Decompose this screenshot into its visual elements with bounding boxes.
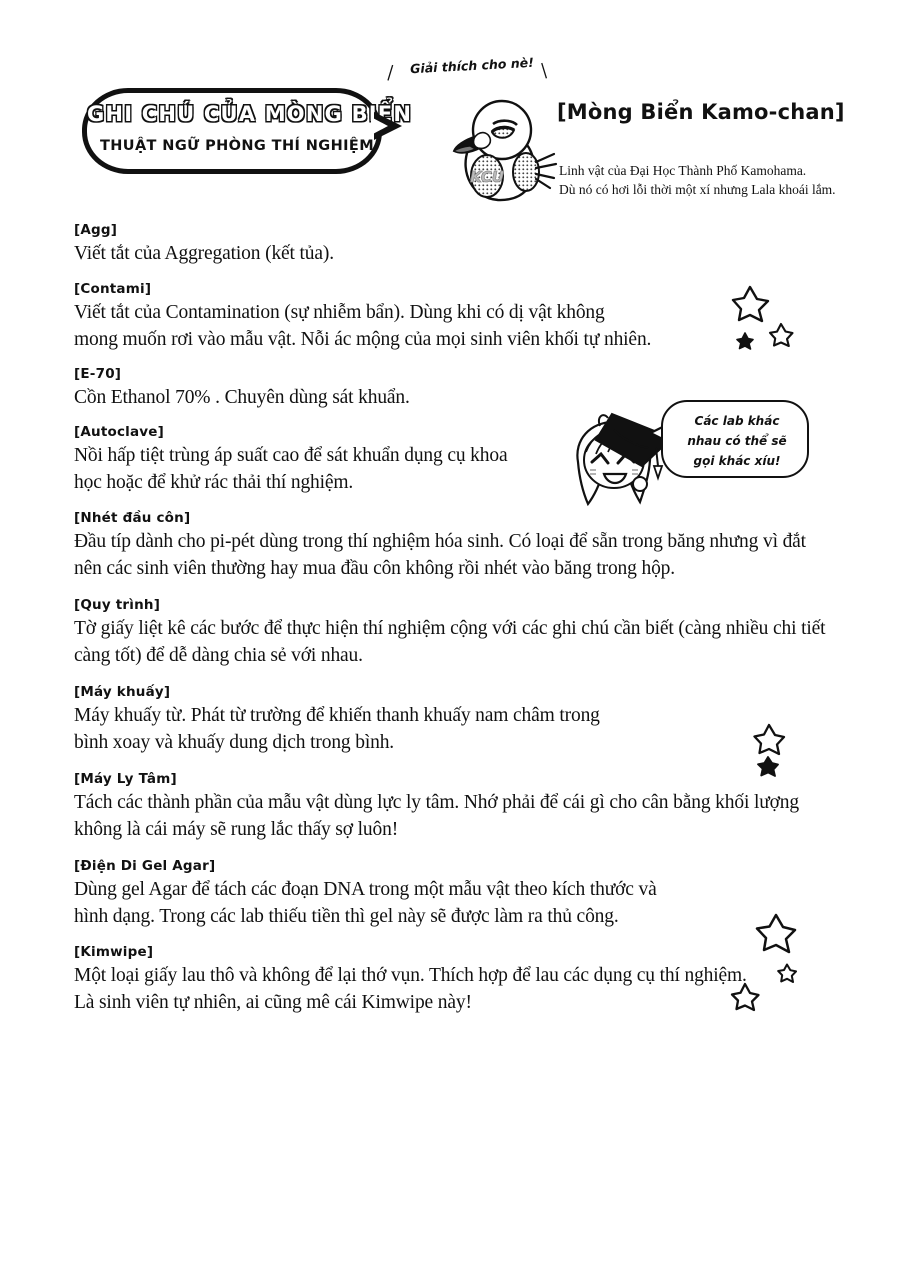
mascot-description-line-2: Dù nó có hơi lỗi thời một xí nhưng Lala khoái lắm.	[559, 182, 836, 197]
entry-definition-line: Nồi hấp tiệt trùng áp suất cao để sát khuẩn dụng cụ khoa	[74, 445, 508, 466]
page-title: GHI CHÚ CỦA MÒNG BIỂN	[87, 102, 413, 126]
glossary-entry	[74, 222, 864, 267]
star-outline-icon	[777, 963, 797, 988]
glossary-entry	[74, 858, 864, 930]
page-header	[0, 0, 900, 215]
entry-definition-line: Dùng gel Agar để tách các đoạn DNA trong một mẫu vật theo kích thước và	[74, 879, 657, 900]
entry-definition	[74, 240, 864, 267]
entry-term: [Máy Ly Tâm]	[74, 771, 177, 787]
glossary-entry	[74, 597, 864, 669]
entry-term: [Máy khuấy]	[74, 684, 171, 700]
girl-speech-line-1: Các lab khác	[694, 414, 780, 428]
entry-term: [Autoclave]	[74, 424, 165, 440]
entry-term: [Quy trình]	[74, 597, 161, 613]
entry-definition-line: Viết tắt của Contamination (sự nhiễm bẩn). Dùng khi có dị vật không	[74, 302, 605, 323]
title-speech-bubble	[82, 88, 413, 174]
entry-definition-line: không là cái máy sẽ rung lắc thấy sợ luôn!	[74, 819, 399, 840]
star-outline-icon	[730, 982, 760, 1017]
star-filled-icon	[757, 755, 779, 782]
star-outline-icon	[730, 283, 770, 328]
girl-speech-line-2: nhau có thể sẽ	[687, 434, 787, 448]
seagull-mascot-icon	[430, 88, 560, 208]
entry-definition-line: mong muốn rơi vào mẫu vật. Nỗi ác mộng của mọi sinh viên khối tự nhiên.	[74, 329, 652, 350]
entry-definition-line: Một loại giấy lau thô và không để lại thớ vụn. Thích hợp để lau các dụng cụ thí nghiệm.	[74, 965, 747, 986]
entry-definition-line: Máy khuấy từ. Phát từ trường để khiến thanh khuấy nam châm trong	[74, 705, 600, 726]
star-outline-icon	[755, 912, 797, 959]
glossary-entry	[74, 684, 864, 756]
entry-definition-line: hình dạng. Trong các lab thiếu tiền thì gel này sẽ được làm ra thủ công.	[74, 906, 619, 927]
entry-definition-line: Tờ giấy liệt kê các bước để thực hiện thí nghiệm cộng với các ghi chú cần biết (càng nhiều chi tiết	[74, 618, 826, 639]
entry-definition-line: Cồn Ethanol 70% . Chuyên dùng sát khuẩn.	[74, 387, 410, 408]
glossary-entry	[74, 510, 864, 582]
girl-speech-bubble	[661, 400, 809, 478]
entry-definition-line: Là sinh viên tự nhiên, ai cũng mê cái Kimwipe này!	[74, 992, 472, 1013]
bird-shout-text: Giải thích cho nè!	[409, 54, 535, 77]
entry-term: [Kimwipe]	[74, 944, 154, 960]
page-subtitle: THUẬT NGỮ PHÒNG THÍ NGHIỆM	[99, 138, 375, 154]
entry-definition-line: bình xoay và khuấy dung dịch trong bình.	[74, 732, 395, 753]
mascot-description	[559, 161, 889, 199]
entry-term: [E-70]	[74, 366, 122, 382]
mascot-description-line-1: Linh vật của Đại Học Thành Phố Kamohama.	[559, 163, 807, 178]
entry-definition	[74, 615, 864, 669]
shout-slash-left-icon: |	[385, 61, 397, 82]
star-outline-icon	[768, 322, 794, 353]
entry-term: [Agg]	[74, 222, 118, 238]
entry-definition	[74, 876, 864, 930]
entry-definition-line: Đầu típ dành cho pi-pét dùng trong thí nghiệm hóa sinh. Có loại để sẵn trong băng nhưng vì đắt	[74, 531, 806, 552]
entry-definition	[74, 702, 864, 756]
entry-term: [Nhét đầu côn]	[74, 510, 191, 526]
star-filled-icon	[736, 332, 754, 355]
svg-text:KCU: KCU	[470, 168, 504, 186]
entry-term: [Điện Di Gel Agar]	[74, 858, 216, 874]
mascot-name-heading: [Mòng Biển Kamo-chan]	[557, 100, 845, 124]
girl-speech-text	[663, 411, 811, 471]
entry-definition	[74, 789, 864, 843]
entry-definition	[74, 528, 864, 582]
title-bubble-tail-inner-icon	[371, 117, 388, 135]
entry-definition-line: càng tốt) để dễ dàng chia sẻ với nhau.	[74, 645, 363, 666]
entry-definition-line: Tách các thành phần của mẫu vật dùng lực ly tâm. Nhớ phải để cái gì cho cân bằng khối lượng	[74, 792, 799, 813]
shout-slash-right-icon: |	[538, 59, 550, 80]
entry-definition-line: nên các sinh viên thường hay mua đầu côn không rồi nhét vào băng trong hộp.	[74, 558, 675, 579]
entry-definition-line: Viết tắt của Aggregation (kết tủa).	[74, 243, 334, 264]
entry-term: [Contami]	[74, 281, 152, 297]
glossary-entry	[74, 771, 864, 843]
girl-speech-line-3: gọi khác xíu!	[693, 454, 781, 468]
lala-girl-character-icon	[556, 404, 676, 516]
entry-definition-line: học hoặc để khử rác thải thí nghiệm.	[74, 472, 354, 493]
